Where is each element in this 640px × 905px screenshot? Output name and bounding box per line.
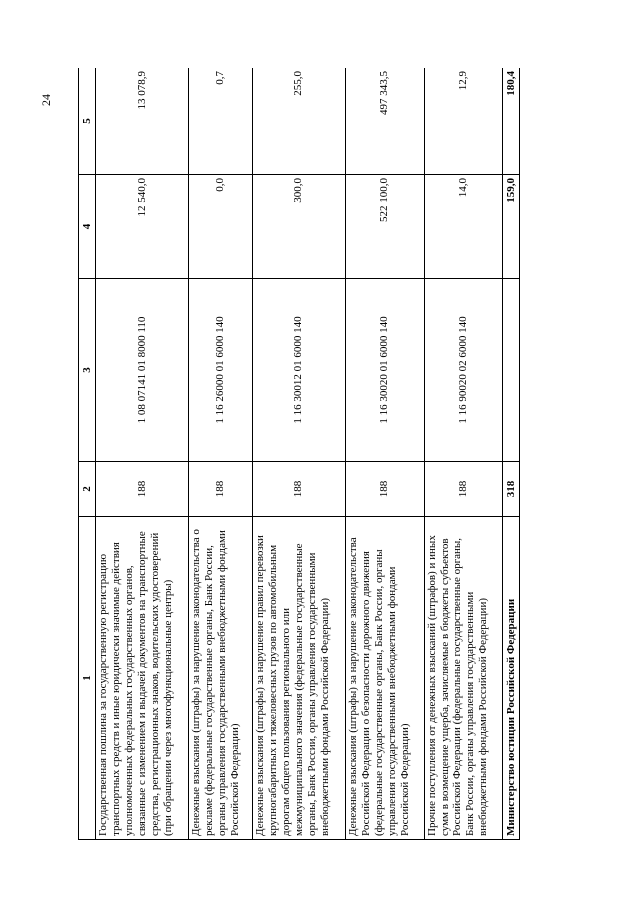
row-name: Прочие поступления от денежных взысканий (штрафов) и иных сумм в возмещение ущерба, зачисляемые в бюджеты субъектов Российской Федерации (федеральные государственные органы, Банк России, органы управления государственными внебюджетными фондами Российской Федерации)	[424, 517, 502, 840]
table-row	[96, 68, 189, 840]
row-kbk: 1 16 30012 01 6000 140	[252, 279, 345, 462]
row-name: Государственная пошлина за государственную регистрацию транспортных средств и иные юридически значимые действия уполномоченных федеральных государственных органов, связанные с изменением и выдачей документов на транспортные средства, регистрационных знаков, водительских удостоверений (при обращении через многофункциональные центры)	[96, 517, 189, 840]
header-cell-2: 2	[79, 462, 96, 517]
row-admin-code: 188	[346, 462, 424, 517]
row-kbk: 1 16 90020 02 6000 140	[424, 279, 502, 462]
table-row	[424, 68, 502, 840]
total-value-4: 159,0	[503, 175, 520, 279]
row-value-5: 0,7	[189, 68, 252, 175]
row-admin-code: 188	[96, 462, 189, 517]
revenue-table	[78, 68, 520, 840]
page-number: 24	[38, 94, 53, 106]
row-value-5: 12,9	[424, 68, 502, 175]
row-name: Денежные взыскания (штрафы) за нарушение законодательства о рекламе (федеральные государственные органы, Банк России, органы управления государственными внебюджетными фондами Российской Федерации)	[189, 517, 252, 840]
total-name: Министерство юстиции Российской Федерации	[503, 517, 520, 840]
table-row	[346, 68, 424, 840]
header-row	[79, 68, 96, 840]
row-value-4: 0,0	[189, 175, 252, 279]
row-kbk: 1 08 07141 01 8000 110	[96, 279, 189, 462]
rotated-table-wrapper	[78, 68, 520, 840]
row-value-4: 14,0	[424, 175, 502, 279]
row-value-4: 300,0	[252, 175, 345, 279]
header-cell-5: 5	[79, 68, 96, 175]
total-row	[503, 68, 520, 840]
total-kbk	[503, 279, 520, 462]
row-value-5: 13 078,9	[96, 68, 189, 175]
row-value-5: 255,0	[252, 68, 345, 175]
row-admin-code: 188	[424, 462, 502, 517]
header-cell-4: 4	[79, 175, 96, 279]
row-value-5: 497 343,5	[346, 68, 424, 175]
table-row	[252, 68, 345, 840]
table-row	[189, 68, 252, 840]
total-value-5: 180,4	[503, 68, 520, 175]
row-kbk: 1 16 30020 01 6000 140	[346, 279, 424, 462]
header-cell-3: 3	[79, 279, 96, 462]
row-name: Денежные взыскания (штрафы) за нарушение законодательства Российской Федерации о безопасности дорожного движения (федеральные государственные органы, Банк России, органы управления государственными внебюджетными фондами Российской Федерации)	[346, 517, 424, 840]
total-admin-code: 318	[503, 462, 520, 517]
header-cell-1: 1	[79, 517, 96, 840]
row-admin-code: 188	[189, 462, 252, 517]
row-kbk: 1 16 26000 01 6000 140	[189, 279, 252, 462]
row-admin-code: 188	[252, 462, 345, 517]
row-value-4: 522 100,0	[346, 175, 424, 279]
row-name: Денежные взыскания (штрафы) за нарушение правил перевозки крупногабаритных и тяжеловесных грузов по автомобильным дорогам общего пользования регионального или межмуниципального значения (федеральные государственные органы, Банк России, органы управления государственными внебюджетными фондами Российской Федерации)	[252, 517, 345, 840]
row-value-4: 12 540,0	[96, 175, 189, 279]
